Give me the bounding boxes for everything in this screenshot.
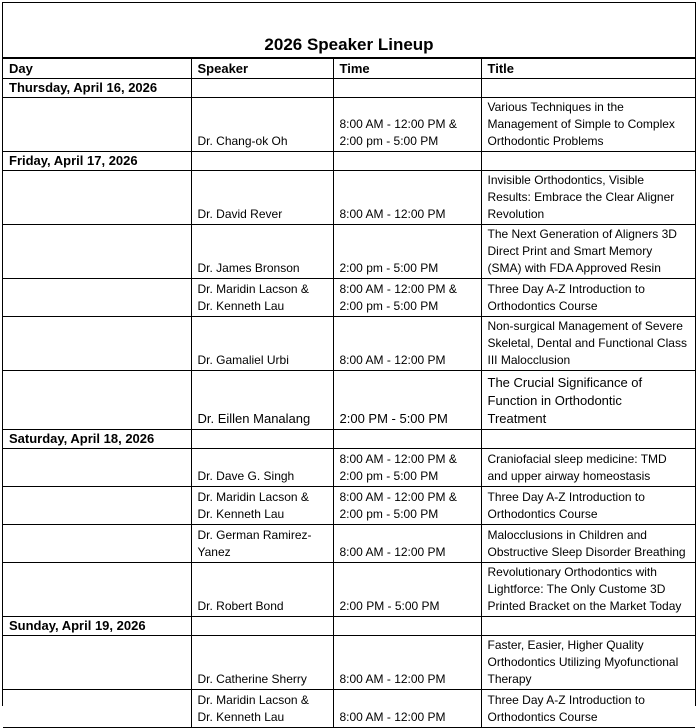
day-row <box>3 79 695 98</box>
time-cell: 8:00 AM - 12:00 PM & 2:00 pm - 5:00 PM <box>333 98 481 152</box>
empty-cell <box>3 371 191 430</box>
session-row <box>3 317 695 371</box>
time-cell: 8:00 AM - 12:00 PM <box>333 690 481 728</box>
day-row <box>3 152 695 171</box>
title-cell: Craniofacial sleep medicine: TMD and upper airway homeostasis <box>481 449 695 487</box>
session-row <box>3 279 695 317</box>
title-cell: Revolutionary Orthodontics with Lightforce: The Only Custome 3D Printed Bracket on the Market Today <box>481 563 695 617</box>
empty-cell <box>333 79 481 98</box>
time-cell: 8:00 AM - 12:00 PM <box>333 171 481 225</box>
speaker-cell: Dr. Maridin Lacson & Dr. Kenneth Lau <box>191 690 333 728</box>
time-cell: 2:00 pm - 5:00 PM <box>333 225 481 279</box>
empty-cell <box>333 430 481 449</box>
speaker-lineup-sheet <box>2 2 696 724</box>
session-row <box>3 225 695 279</box>
title-cell: Three Day A-Z Introduction to Orthodontics Course <box>481 487 695 525</box>
session-row <box>3 690 695 728</box>
empty-cell <box>481 430 695 449</box>
session-row <box>3 525 695 563</box>
empty-cell <box>481 152 695 171</box>
session-row <box>3 636 695 690</box>
header-day: Day <box>3 59 191 79</box>
empty-cell <box>3 225 191 279</box>
empty-cell <box>481 79 695 98</box>
time-cell: 8:00 AM - 12:00 PM & 2:00 pm - 5:00 PM <box>333 279 481 317</box>
title-cell: The Next Generation of Aligners 3D Direct Print and Smart Memory (SMA) with FDA Approved Resin <box>481 225 695 279</box>
time-cell: 8:00 AM - 12:00 PM & 2:00 pm - 5:00 PM <box>333 487 481 525</box>
time-cell: 8:00 AM - 12:00 PM <box>333 525 481 563</box>
time-cell: 2:00 PM - 5:00 PM <box>333 563 481 617</box>
header-speaker: Speaker <box>191 59 333 79</box>
session-row <box>3 563 695 617</box>
time-cell: 8:00 AM - 12:00 PM & 2:00 pm - 5:00 PM <box>333 449 481 487</box>
empty-cell <box>333 152 481 171</box>
empty-cell <box>333 617 481 636</box>
day-label: Thursday, April 16, 2026 <box>3 79 191 98</box>
speaker-cell: Dr. German Ramirez- Yanez <box>191 525 333 563</box>
title-cell: Malocclusions in Children and Obstructive Sleep Disorder Breathing <box>481 525 695 563</box>
empty-cell <box>191 79 333 98</box>
title-cell: Non-surgical Management of Severe Skeletal, Dental and Functional Class III Malocclusion <box>481 317 695 371</box>
speaker-cell: Dr. Maridin Lacson & Dr. Kenneth Lau <box>191 487 333 525</box>
time-cell: 8:00 AM - 12:00 PM <box>333 636 481 690</box>
speaker-cell: Dr. Eillen Manalang <box>191 371 333 430</box>
empty-cell <box>481 617 695 636</box>
day-label: Friday, April 17, 2026 <box>3 152 191 171</box>
title-cell: Various Techniques in the Management of Simple to Complex Orthodontic Problems <box>481 98 695 152</box>
header-time: Time <box>333 59 481 79</box>
empty-cell <box>3 317 191 371</box>
session-row <box>3 98 695 152</box>
time-cell: 8:00 AM - 12:00 PM <box>333 317 481 371</box>
speaker-cell: Dr. Robert Bond <box>191 563 333 617</box>
title-cell: Three Day A-Z Introduction to Orthodontics Course <box>481 279 695 317</box>
title-row <box>3 3 695 58</box>
day-row <box>3 430 695 449</box>
session-row <box>3 487 695 525</box>
empty-cell <box>3 563 191 617</box>
speaker-cell: Dr. Catherine Sherry <box>191 636 333 690</box>
speaker-cell: Dr. Maridin Lacson & Dr. Kenneth Lau <box>191 279 333 317</box>
time-cell: 2:00 PM - 5:00 PM <box>333 371 481 430</box>
speaker-cell: Dr. James Bronson <box>191 225 333 279</box>
speaker-cell: Dr. Gamaliel Urbi <box>191 317 333 371</box>
session-row <box>3 371 695 430</box>
empty-cell <box>191 617 333 636</box>
title-cell: Three Day A-Z Introduction to Orthodontics Course <box>481 690 695 728</box>
schedule-table <box>3 58 695 728</box>
header-row <box>3 59 695 79</box>
speaker-cell: Dr. Dave G. Singh <box>191 449 333 487</box>
empty-cell <box>3 449 191 487</box>
empty-cell <box>3 636 191 690</box>
title-cell: Faster, Easier, Higher Quality Orthodontics Utilizing Myofunctional Therapy <box>481 636 695 690</box>
speaker-cell: Dr. Chang-ok Oh <box>191 98 333 152</box>
header-title: Title <box>481 59 695 79</box>
empty-cell <box>3 98 191 152</box>
day-label: Saturday, April 18, 2026 <box>3 430 191 449</box>
session-row <box>3 449 695 487</box>
empty-cell <box>3 279 191 317</box>
sheet-title: 2026 Speaker Lineup <box>264 35 434 54</box>
empty-cell <box>191 152 333 171</box>
day-row <box>3 617 695 636</box>
empty-cell <box>3 171 191 225</box>
session-row <box>3 171 695 225</box>
empty-cell <box>191 430 333 449</box>
empty-cell <box>3 690 191 728</box>
title-cell: Invisible Orthodontics, Visible Results: Embrace the Clear Aligner Revolution <box>481 171 695 225</box>
speaker-cell: Dr. David Rever <box>191 171 333 225</box>
title-cell: The Crucial Significance of Function in Orthodontic Treatment <box>481 371 695 430</box>
empty-cell <box>3 487 191 525</box>
empty-cell <box>3 525 191 563</box>
day-label: Sunday, April 19, 2026 <box>3 617 191 636</box>
